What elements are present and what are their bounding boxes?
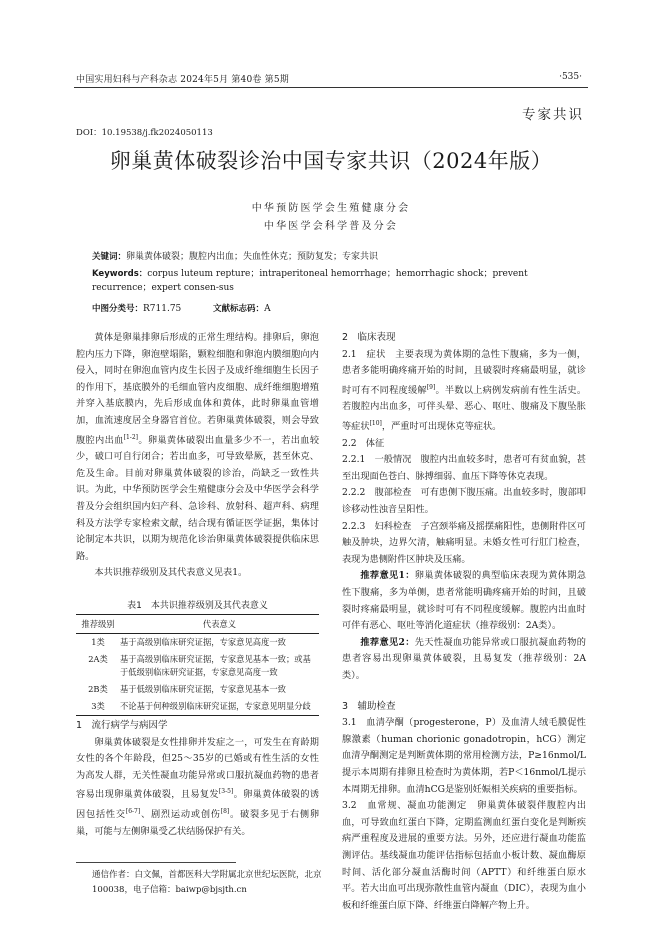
- table-1-title: 表1 本共识推荐级别及其代表意义: [127, 601, 268, 611]
- table-header: 代表意义: [120, 615, 319, 634]
- section-2-2-heading: 2.2 体征: [342, 437, 385, 449]
- keywords-en: [92, 267, 576, 295]
- keywords-en-label: Keywords：: [92, 269, 148, 279]
- section-tag: 专家共识: [522, 107, 584, 123]
- section-2-2-3: 2.2.3 妇科检查 子宫颈举痛及摇摆痛阳性，患侧附件区可触及肿块，边界欠清，触痛明显。未婚女性可行肛门检查，表现为患侧附件区肿块及压痛。: [342, 520, 586, 565]
- citation: [8]: [220, 808, 230, 816]
- right-column: [342, 330, 586, 914]
- citation: [6-7]: [125, 808, 141, 816]
- doc-code-label: 文献标志码：: [213, 304, 265, 314]
- section-1-heading: 1 流行病学与病因学: [76, 720, 168, 731]
- section-3-2: 3.2 血常规、凝血功能测定 卵巢黄体破裂伴腹腔内出血，可导致血红蛋白下降，定期监测血红蛋白变化是判断疾病严重程度及进展的重要方法。另外，还应进行凝血功能监测评估。基线凝血功能评估指标包括血小板计数、凝血酶原时间、活化部分凝血活酶时间（APTT）和纤维蛋白原水平。若大出血可出现弥散性血管内凝血（DIC），表现为血小板和纤维蛋白原下降、纤维蛋白降解产物上升。: [342, 800, 587, 911]
- keywords-cn-label: 关键词：: [92, 252, 127, 262]
- doc-code-value: A: [264, 304, 271, 314]
- footnote-divider: [76, 862, 236, 863]
- citation: [10]: [369, 420, 382, 428]
- left-column: [76, 330, 319, 582]
- section-1-paragraph: 卵巢黄体破裂是女性排卵并发症之一，可发生在育龄期女性的各个年龄段，但25～35岁的已婚或有性生活的女性为高发人群，无关性凝血功能异常或口服抗凝血药物的患者容易出现卵巢黄体破裂，且易复发[3-5]。卵巢黄体破裂的诱因包括性交[6-7]、剧烈运动或创伤[8]。破裂多见于右侧卵巢，可能与左侧卵巢受乙状结肠保护有关。: [76, 736, 320, 837]
- citation: [1-2]: [123, 433, 138, 441]
- recommendation-1: 推荐意见1：卵巢黄体破裂的典型临床表现为黄体期急性下腹痛，多为单侧，患者常能明确疼痛开始的时间，且破裂时疼痛最明显，就诊时可有不同程度缓解。腹腔内出血时可伴有恶心、呕吐等消化道症状（推荐级别：2A类）。: [342, 570, 586, 632]
- keywords-cn-text: 卵巢黄体破裂；腹腔内出血；失血性休克；预防复发；专家共识: [126, 252, 379, 262]
- keywords-cn: [92, 250, 576, 264]
- keywords-en-text: corpus luteum repture；intraperitoneal hemorrhage；hemorrhagic shock；prevent recurrence；expert consen-sus: [92, 269, 528, 293]
- table-row: 2A类 基于高级别临床研究证据，专家意见基本一致；或基于低级别临床研究证据，专家意见高度一致: [88, 654, 311, 677]
- recommendation-2: 推荐意见2：先天性凝血功能异常或口服抗凝血药物的患者容易出现卵巢黄体破裂，且易复发（推荐级别：2A类）。: [342, 636, 586, 681]
- page-number: ·535·: [559, 72, 582, 82]
- citation: [9]: [426, 383, 436, 391]
- section-2-heading: 2 临床表现: [342, 332, 396, 343]
- clc-value: R711.75: [143, 304, 182, 314]
- journal-header: 中国实用妇科与产科杂志 2024年5月 第40卷 第5期: [76, 75, 289, 85]
- table-row: 3类 不论基于何种级别临床研究证据，专家意见明显分歧: [76, 698, 319, 716]
- table-row: 2B类 基于低级别临床研究证据，专家意见基本一致: [88, 684, 286, 694]
- table-header: 推荐级别: [76, 615, 120, 634]
- corresponding-author-footnote: 通信作者：白文佩，首都医科大学附属北京世纪坛医院，北京100038，电子信箱：baiwp@bjsjth.cn: [92, 870, 322, 895]
- doi: DOI：10.19538/j.fk2024050113: [76, 128, 213, 138]
- clc-label: 中图分类号：: [92, 304, 144, 314]
- section-3-heading: 3 辅助检查: [342, 700, 396, 712]
- section-2-2-2: 2.2.2 腹部检查 可有患侧下腹压痛。出血较多时，腹部叩诊移动性浊音呈阳性。: [342, 487, 586, 516]
- left-column-lower: [76, 718, 319, 840]
- recommendation-level-table: [76, 614, 319, 716]
- header-divider: [74, 87, 588, 88]
- citation: [3-5]: [218, 788, 234, 796]
- intro-paragraph-1: 黄体是卵巢排卵后形成的正常生理结构。排卵后，卵泡腔内压力下降，卵泡壁塌陷，颗粒细胞和卵泡内膜细胞向内侵入，同时在卵泡血管内皮生长因子及成纤维细胞生长因子的作用下，基底膜外的毛细血管内皮细胞、成纤维细胞增殖并穿入基底膜内，先后形成血体和黄体，此时卵巢血管增加，血流速度居全身器官首位。若卵巢黄体破裂，则会导致腹腔内出血[1-2]。卵巢黄体破裂出血量多少不一，若出血较少，破口可自行闭合；若出血多，可导致晕厥，甚至休克、危及生命。目前对卵巢黄体破裂的诊治，尚缺乏一致性共识。为此，中华预防医学会生殖健康分会及中华医学会科学普及分会组织国内妇产科、急诊科、放射科、超声科、病理科及方法学专家检索文献，结合现有循证医学证据，集体讨论制定本共识，以期为规范化诊治卵巢黄体破裂提供临床思路。: [76, 332, 320, 562]
- section-2-2-1: 2.2.1 一般情况 腹腔内出血较多时，患者可有贫血貌，甚至出现面色苍白、脉搏细弱、血压下降等休克表现。: [342, 454, 586, 482]
- table-row: 1类 基于高级别临床研究证据，专家意见高度一致: [91, 637, 286, 647]
- intro-paragraph-2: 本共识推荐级别及其代表意义见表1。: [94, 567, 248, 579]
- section-2-1: 2.1 症状 主要表现为黄体期的急性下腹痛，多为一侧，患者多能明确疼痛开始的时间，且破裂时疼痛最明显，就诊时可有不同程度缓解[9]。半数以上病例发病前有性生活史。若腹腔内出血多，可伴头晕、恶心、呕吐、腹痛及下腹坠胀等症状[10]，严重时可出现休克等症状。: [342, 348, 587, 433]
- paper-title: 卵巢黄体破裂诊治中国专家共识（2024年版）: [109, 149, 553, 173]
- classification-line: [92, 302, 271, 314]
- author-org-1: 中华预防医学会生殖健康分会: [251, 203, 411, 214]
- section-3-1: 3.1 血清孕酮（progesterone，P）及血清人绒毛膜促性腺激素（human chorionic gonadotropin，hCG）测定 血清孕酮测定是判断黄体期的常用检测方法，P≥16nmol/L提示本周期有排卵且检查时为黄体期，若P＜16nmol/L提示本周期无排卵。血清hCG是鉴别妊娠相关疾病的重要指标。: [342, 717, 586, 795]
- author-org-2: 中华医学会科学普及分会: [263, 221, 399, 232]
